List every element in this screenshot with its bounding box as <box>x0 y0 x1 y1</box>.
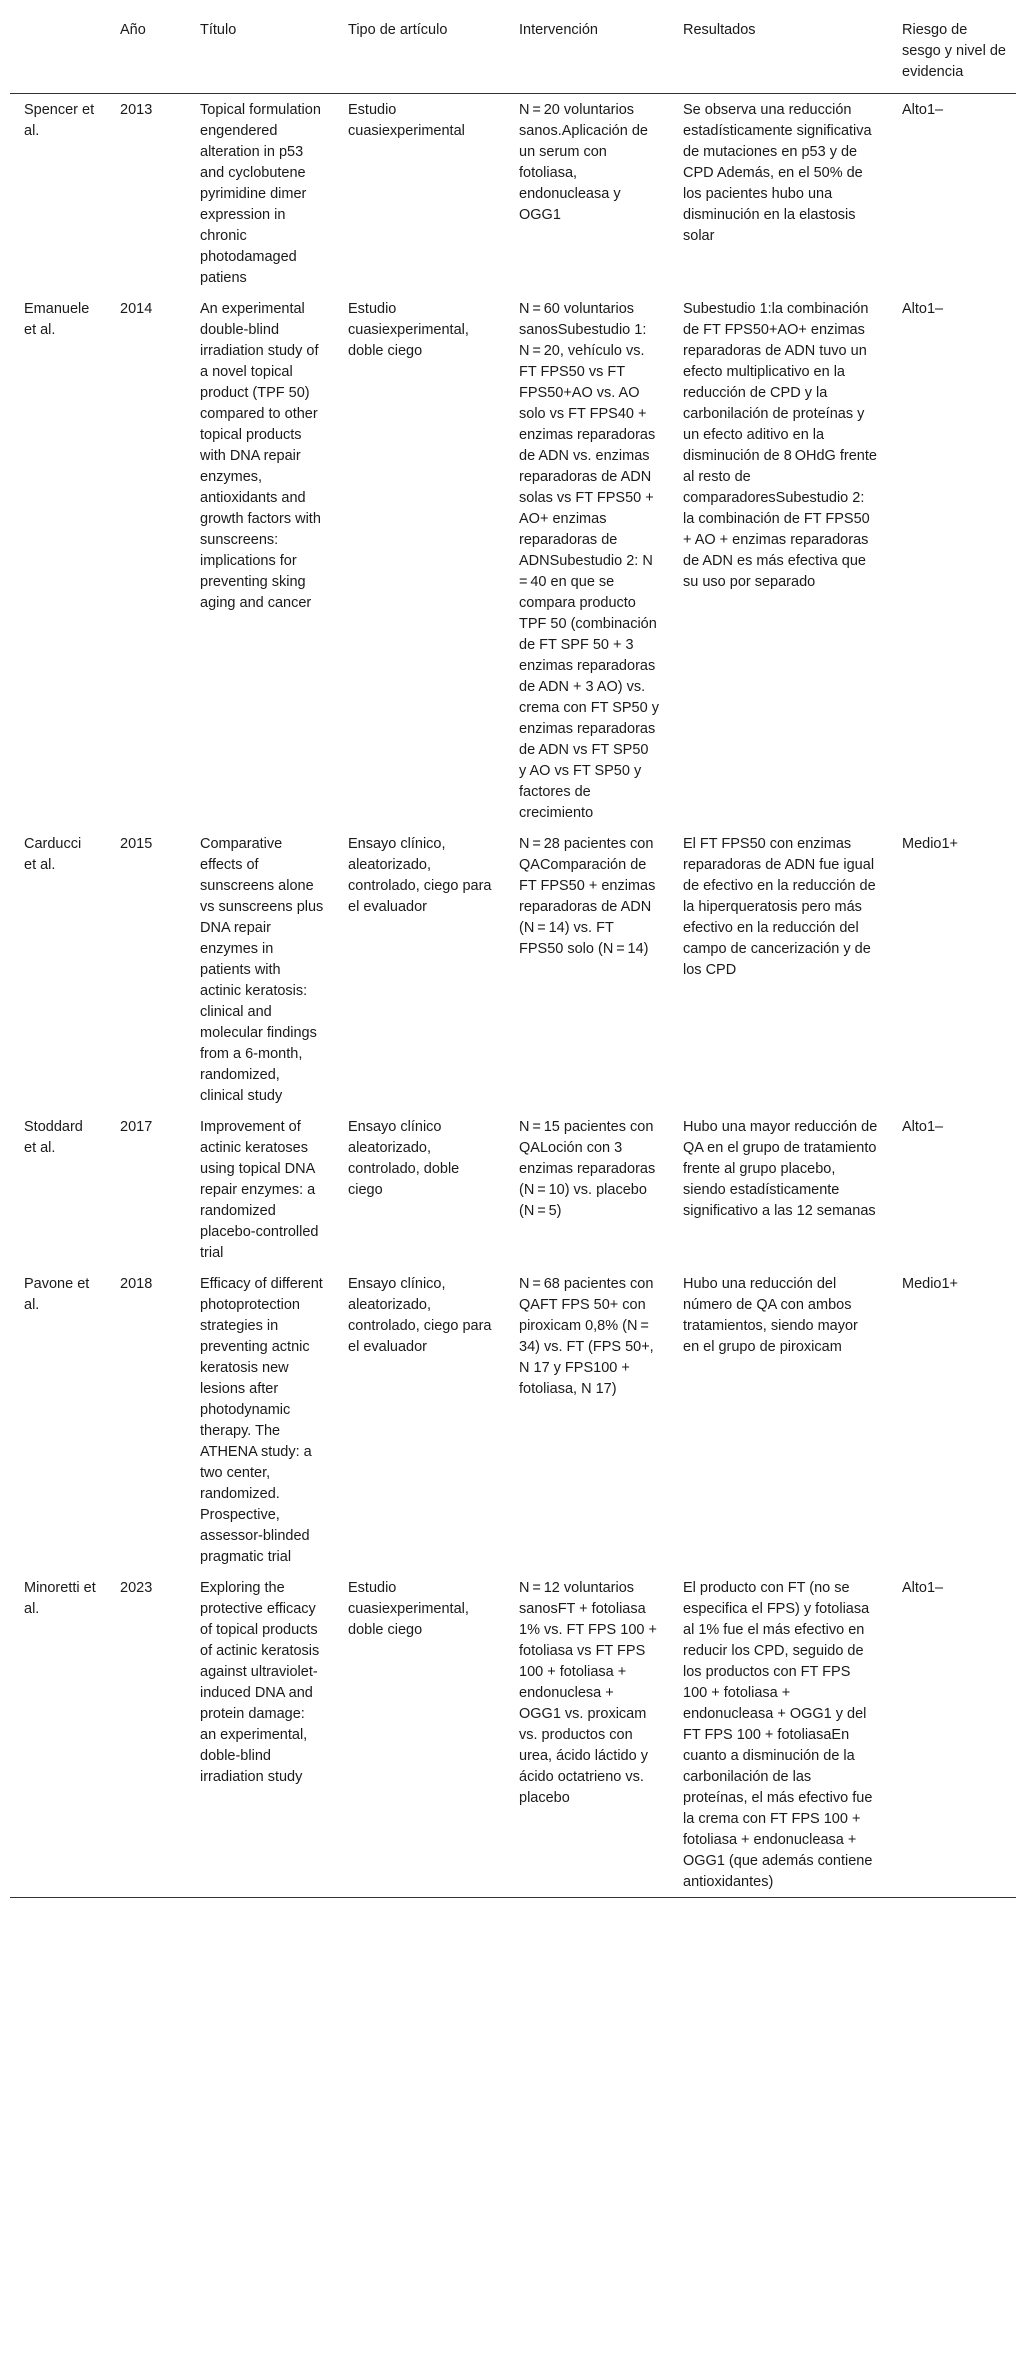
cell-article-type: Estudio cuasiexperimental, doble ciego <box>348 1580 469 1638</box>
cell-author: Spencer et al. <box>24 102 95 139</box>
header-year: Año <box>120 22 146 38</box>
header-author <box>10 8 106 94</box>
cell-title: Exploring the protective efficacy of topical products of actinic keratosis against ultraviolet-induced DNA and protein damage: an experimental, doble-blind irradiation study <box>200 1580 320 1785</box>
cell-author: Pavone et al. <box>24 1276 90 1313</box>
cell-title: Efficacy of different photoprotection strategies in preventing actnic keratosis new lesions after photodynamic therapy. The ATHENA study: a two center, randomized. Prospective, assessor-blinded pragmatic trial <box>200 1276 323 1565</box>
cell-title: An experimental double-blind irradiation study of a novel topical product (TPF 50) compared to other topical products with DNA repair enzymes, antioxidants and growth factors with sunscreens: implications for preventing sking aging and cancer <box>200 301 321 611</box>
cell-intervention: N = 12 voluntarios sanosFT + fotoliasa 1% vs. FT FPS 100 + fotoliasa vs FT FPS 100 + fotoliasa + endonuclesa + OGG1 vs. proxicam vs. productos con urea, ácido láctido y ácido octatrieno vs. placebo <box>519 1580 657 1806</box>
header-results: Resultados <box>683 22 756 38</box>
cell-intervention: N = 68 pacientes con QAFT FPS 50+ con piroxicam 0,8% (N = 34) vs. FT (FPS 50+, N 17 y FPS100 + fotoliasa, N 17) <box>519 1276 654 1397</box>
table-row <box>10 828 1016 1111</box>
cell-intervention: N = 28 pacientes con QAComparación de FT FPS50 + enzimas reparadoras de ADN (N = 14) vs. FT FPS50 solo (N = 14) <box>519 836 656 957</box>
cell-intervention: N = 15 pacientes con QALoción con 3 enzimas reparadoras (N = 10) vs. placebo (N = 5) <box>519 1119 656 1219</box>
header-title: Título <box>200 22 237 38</box>
cell-intervention: N = 60 voluntarios sanosSubestudio 1: N = 20, vehículo vs. FT FPS50 vs FT FPS50+AO vs. AO solo vs FT FPS40 + enzimas reparadoras de ADN vs. enzimas reparadoras de ADN solas vs FT FPS50 + AO+ enzimas reparadoras de ADNSubestudio 2: N = 40 en que se compara producto TPF 50 (combinación de FT SPF 50 + 3 enzimas reparadoras de ADN + 3 AO) vs. crema con FT SP50 y enzimas reparadoras de ADN vs FT SP50 y AO vs FT SP50 y factores de crecimiento <box>519 301 659 821</box>
cell-risk: Alto1– <box>902 102 944 118</box>
table-row <box>10 293 1016 828</box>
cell-article-type: Ensayo clínico aleatorizado, controlado, doble ciego <box>348 1119 460 1198</box>
cell-author: Emanuele et al. <box>24 301 90 338</box>
cell-risk: Medio1+ <box>902 1276 959 1292</box>
table-row <box>10 94 1016 294</box>
table-row <box>10 1572 1016 1898</box>
table-row <box>10 1111 1016 1268</box>
cell-results: Hubo una reducción del número de QA con ambos tratamientos, siendo mayor en el grupo de piroxicam <box>683 1276 858 1355</box>
cell-article-type: Estudio cuasiexperimental, doble ciego <box>348 301 469 359</box>
evidence-table <box>10 8 1016 1898</box>
cell-risk: Medio1+ <box>902 836 959 852</box>
header-intervention: Intervención <box>519 22 598 38</box>
cell-results: Hubo una mayor reducción de QA en el grupo de tratamiento frente al grupo placebo, siendo estadísticamente significativo a las 12 semanas <box>683 1119 878 1219</box>
cell-author: Carducci et al. <box>24 836 82 873</box>
cell-article-type: Ensayo clínico, aleatorizado, controlado, ciego para el evaluador <box>348 1276 492 1355</box>
cell-year: 2013 <box>120 102 153 118</box>
table-row <box>10 1268 1016 1572</box>
cell-risk: Alto1– <box>902 1119 944 1135</box>
cell-results: El FT FPS50 con enzimas reparadoras de ADN fue igual de efectivo en la reducción de la hiperqueratosis pero más efectivo en la reducción del campo de cancerización y de los CPD <box>683 836 876 978</box>
cell-title: Improvement of actinic keratoses using topical DNA repair enzymes: a randomized placebo-controlled trial <box>200 1119 319 1261</box>
cell-risk: Alto1– <box>902 1580 944 1596</box>
cell-article-type: Estudio cuasiexperimental <box>348 102 465 139</box>
cell-title: Comparative effects of sunscreens alone vs sunscreens plus DNA repair enzymes in patients with actinic keratosis: clinical and molecular findings from a 6-month, randomized, clinical study <box>200 836 324 1104</box>
cell-year: 2015 <box>120 836 153 852</box>
cell-risk: Alto1– <box>902 301 944 317</box>
table-header-row <box>10 8 1016 94</box>
cell-author: Stoddard et al. <box>24 1119 83 1156</box>
cell-year: 2023 <box>120 1580 153 1596</box>
header-risk-of-bias: Riesgo de sesgo y nivel de evidencia <box>902 22 1006 80</box>
cell-results: El producto con FT (no se especifica el FPS) y fotoliasa al 1% fue el más efectivo en reducir los CPD, seguido de los productos con FT FPS 100 + fotoliasa + endonucleasa + OGG1 y del FT FPS 100 + fotoliasaEn cuanto a disminución de la carbonilación de las proteínas, el más efectivo fue la crema con FT FPS 100 + fotoliasa + endonucleasa + OGG1 (que además contiene antioxidantes) <box>683 1580 873 1890</box>
cell-author: Minoretti et al. <box>24 1580 96 1617</box>
cell-year: 2018 <box>120 1276 153 1292</box>
cell-results: Se observa una reducción estadísticamente significativa de mutaciones en p53 y de CPD Además, en el 50% de los pacientes hubo una disminución en la elastosis solar <box>683 102 872 244</box>
cell-year: 2017 <box>120 1119 153 1135</box>
cell-results: Subestudio 1:la combinación de FT FPS50+AO+ enzimas reparadoras de ADN tuvo un efecto multiplicativo en la reducción de CPD y la carbonilación de proteínas y un efecto aditivo en la disminución de 8 OHdG frente al resto de comparadoresSubestudio 2: la combinación de FT FPS50 + AO + enzimas reparadoras de ADN es más efectiva que su uso por separado <box>683 301 877 590</box>
cell-year: 2014 <box>120 301 153 317</box>
cell-intervention: N = 20 voluntarios sanos.Aplicación de un serum con fotoliasa, endonucleasa y OGG1 <box>519 102 648 223</box>
cell-article-type: Ensayo clínico, aleatorizado, controlado, ciego para el evaluador <box>348 836 492 915</box>
cell-title: Topical formulation engendered alteration in p53 and cyclobutene pyrimidine dimer expression in chronic photodamaged patiens <box>200 102 321 286</box>
header-article-type: Tipo de artículo <box>348 22 448 38</box>
